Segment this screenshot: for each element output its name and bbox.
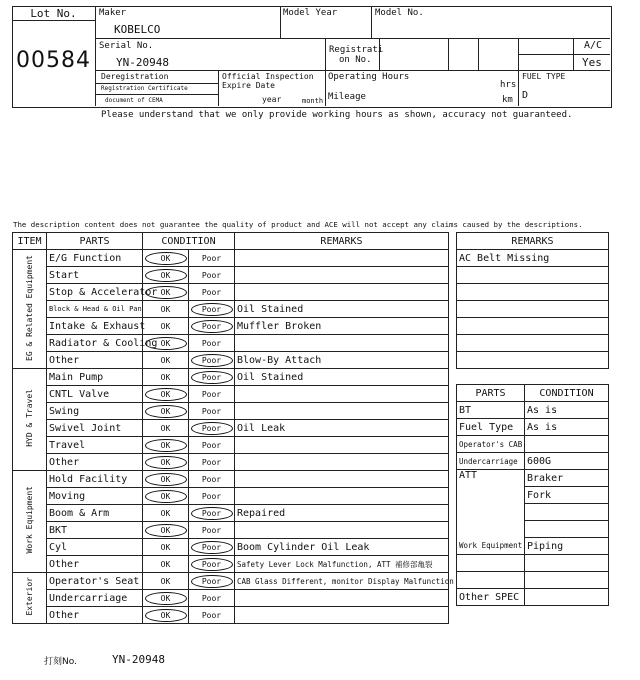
condition-ok-circled: OK: [145, 473, 187, 486]
condition-ok-circled: OK: [145, 405, 187, 418]
condition-ok-circled: OK: [145, 524, 187, 537]
att-value-2: Fork: [525, 487, 609, 504]
condition-ok-circled: OK: [145, 388, 187, 401]
condition-poor-circled: Poor: [191, 575, 233, 588]
condition-ok-cell: [143, 539, 189, 556]
cab-value: [525, 436, 609, 453]
condition-ok-circled: OK: [145, 269, 187, 282]
cema-label: document of CEMA: [105, 97, 163, 104]
condition-ok: OK: [160, 576, 171, 586]
remark-text: [235, 284, 449, 301]
remark-text: [235, 590, 449, 607]
ac-value: Yes: [582, 56, 602, 69]
condition-ok-circled: OK: [145, 490, 187, 503]
part-name: Radiator & Cooling: [47, 335, 143, 352]
header-remarks: REMARKS: [235, 233, 449, 250]
condition-ok: OK: [160, 355, 171, 365]
part-name: Swivel Joint: [47, 420, 143, 437]
condition-poor: Poor: [201, 389, 222, 399]
right-remarks-line-4: [457, 301, 609, 318]
condition-ok-cell: [143, 522, 189, 539]
condition-poor-circled: Poor: [191, 507, 233, 520]
condition-poor-cell: [189, 437, 235, 454]
condition-ok-cell: [143, 590, 189, 607]
header-item: ITEM: [13, 233, 47, 250]
inspection-row: [13, 556, 449, 573]
condition-ok: OK: [160, 321, 171, 331]
work-blank-1: [457, 555, 525, 572]
att-label: ATT: [457, 470, 525, 538]
work-value-2: [525, 555, 609, 572]
registration-label-1: Registrati: [329, 45, 384, 55]
work-value-3: [525, 572, 609, 589]
footer-value: YN-20948: [112, 653, 165, 666]
condition-poor-circled: Poor: [191, 541, 233, 554]
item-group-label: Work Equipment: [25, 486, 34, 554]
serial-label: Serial No.: [99, 41, 154, 51]
condition-poor: Poor: [201, 287, 222, 297]
condition-ok-cell: [143, 454, 189, 471]
condition-poor: Poor: [201, 474, 222, 484]
inspection-row: [13, 437, 449, 454]
part-name: E/G Function: [47, 250, 143, 267]
condition-ok: OK: [160, 508, 171, 518]
condition-poor: Poor: [201, 457, 222, 467]
part-name: Boom & Arm: [47, 505, 143, 522]
condition-poor-cell: [189, 488, 235, 505]
condition-ok-cell: [143, 403, 189, 420]
condition-poor-cell: [189, 573, 235, 590]
inspection-row: [13, 335, 449, 352]
under-label: Undercarriage: [457, 453, 525, 470]
fuel-type-value: D: [522, 90, 529, 101]
condition-ok-circled: OK: [145, 592, 187, 605]
condition-ok-cell: [143, 369, 189, 386]
other-spec-value: [525, 589, 609, 606]
reg-cert-label: Registration Certificate: [101, 85, 188, 92]
inspection-row: [13, 590, 449, 607]
part-name: Main Pump: [47, 369, 143, 386]
inspection-table: [12, 232, 454, 624]
registration-label-2: on No.: [339, 55, 372, 65]
item-group-cell: [13, 250, 47, 369]
remark-text: [235, 454, 449, 471]
remark-text: Oil Stained: [235, 301, 449, 318]
other-spec-label: Other SPEC: [457, 589, 525, 606]
condition-poor-cell: [189, 318, 235, 335]
condition-poor-cell: [189, 556, 235, 573]
condition-poor: Poor: [201, 406, 222, 416]
condition-ok-cell: [143, 607, 189, 624]
km-label: km: [502, 95, 513, 105]
part-name: Other: [47, 556, 143, 573]
condition-poor-cell: [189, 250, 235, 267]
condition-ok-cell: [143, 505, 189, 522]
condition-poor-cell: [189, 420, 235, 437]
item-group-cell: [13, 369, 47, 471]
model-no-label: Model No.: [375, 8, 424, 18]
part-name: Cyl: [47, 539, 143, 556]
part-name: Operator's Seat: [47, 573, 143, 590]
ac-label: A/C: [584, 40, 603, 51]
inspection-row: [13, 488, 449, 505]
bt-label: BT: [457, 402, 525, 419]
cab-label: Operator's CAB: [457, 436, 525, 453]
year-label: year: [262, 95, 282, 104]
condition-ok-cell: [143, 284, 189, 301]
inspection-row: [13, 318, 449, 335]
att-value-4: [525, 521, 609, 538]
lot-label: Lot No.: [30, 7, 77, 20]
mileage-label: Mileage: [328, 92, 366, 102]
condition-ok-cell: [143, 420, 189, 437]
right-remarks-table: [456, 232, 609, 369]
dereg-label: Deregistration: [101, 72, 169, 81]
condition-ok-cell: [143, 573, 189, 590]
remark-text: Oil Stained: [235, 369, 449, 386]
remark-text: Safety Lever Lock Malfunction, ATT 補修部亀裂: [235, 556, 449, 573]
condition-poor-circled: Poor: [191, 354, 233, 367]
condition-poor-circled: Poor: [191, 320, 233, 333]
condition-ok-cell: [143, 250, 189, 267]
att-value-1: Braker: [525, 470, 609, 487]
fuel-type-label: FUEL TYPE: [522, 72, 566, 81]
condition-poor-cell: [189, 335, 235, 352]
condition-poor-circled: Poor: [191, 558, 233, 571]
inspection-row: [13, 505, 449, 522]
condition-ok-cell: [143, 386, 189, 403]
condition-ok: OK: [160, 304, 171, 314]
part-name: Stop & Accelerator: [47, 284, 143, 301]
part-name: Other: [47, 352, 143, 369]
condition-ok-cell: [143, 318, 189, 335]
item-group-label: EG & Related Equipment: [25, 254, 34, 361]
condition-ok-cell: [143, 556, 189, 573]
remark-text: [235, 386, 449, 403]
item-group-label: Exterior: [25, 577, 34, 616]
disclaimer: The description content does not guarantee the quality of product and ACE will not accept any claims caused by the descriptions.: [13, 220, 583, 229]
condition-poor: Poor: [201, 253, 222, 263]
condition-ok-cell: [143, 267, 189, 284]
part-name: Undercarriage: [47, 590, 143, 607]
remark-text: [235, 607, 449, 624]
inspection-row: [13, 403, 449, 420]
inspection-row: [13, 420, 449, 437]
remark-text: Muffler Broken: [235, 318, 449, 335]
right-parts-table: [456, 384, 609, 606]
hrs-label: hrs: [500, 80, 517, 90]
condition-poor: Poor: [201, 610, 222, 620]
part-name: Swing: [47, 403, 143, 420]
condition-poor: Poor: [201, 491, 222, 501]
work-value: Piping: [525, 538, 609, 555]
header-condition: CONDITION: [143, 233, 235, 250]
remark-text: [235, 488, 449, 505]
condition-poor-cell: [189, 454, 235, 471]
remark-text: Boom Cylinder Oil Leak: [235, 539, 449, 556]
part-name: Block & Head & Oil Pan: [47, 301, 143, 318]
att-value-3: [525, 504, 609, 521]
inspection-row: [13, 454, 449, 471]
right-condition-header: CONDITION: [525, 385, 609, 402]
condition-ok: OK: [160, 559, 171, 569]
condition-poor-cell: [189, 590, 235, 607]
under-value: 600G: [525, 453, 609, 470]
remark-text: [235, 403, 449, 420]
part-name: Other: [47, 607, 143, 624]
condition-ok-circled: OK: [145, 337, 187, 350]
condition-poor-cell: [189, 607, 235, 624]
maker-label: Maker: [99, 8, 127, 18]
maker-value: KOBELCO: [114, 23, 161, 36]
work-label: Work Equipment: [457, 538, 525, 555]
part-name: Moving: [47, 488, 143, 505]
condition-ok: OK: [160, 372, 171, 382]
remark-text: Blow-By Attach: [235, 352, 449, 369]
right-remarks-line-2: [457, 267, 609, 284]
item-group-label: HYD & Travel: [25, 389, 34, 447]
header-parts: PARTS: [47, 233, 143, 250]
hours-note: Please understand that we only provide working hours as shown, accuracy not guaranteed.: [101, 110, 573, 120]
right-remarks-line-6: [457, 335, 609, 352]
condition-ok-cell: [143, 352, 189, 369]
condition-ok-cell: [143, 437, 189, 454]
condition-ok-circled: OK: [145, 456, 187, 469]
inspection-row: [13, 352, 449, 369]
condition-ok-cell: [143, 488, 189, 505]
condition-ok-cell: [143, 301, 189, 318]
inspection-row: [13, 539, 449, 556]
condition-poor-cell: [189, 539, 235, 556]
condition-ok: OK: [160, 423, 171, 433]
lot-number: 00584: [16, 48, 91, 73]
operating-hours-label: Operating Hours: [328, 72, 410, 82]
condition-poor-circled: Poor: [191, 371, 233, 384]
inspection-label-1: Official Inspection: [222, 72, 314, 81]
inspection-row: [13, 522, 449, 539]
part-name: Hold Facility: [47, 471, 143, 488]
condition-poor: Poor: [201, 440, 222, 450]
bt-value: As is: [525, 402, 609, 419]
condition-poor: Poor: [201, 525, 222, 535]
serial-value: YN-20948: [116, 56, 169, 69]
inspection-row: [13, 301, 449, 318]
part-name: BKT: [47, 522, 143, 539]
work-blank-2: [457, 572, 525, 589]
inspection-row: [13, 284, 449, 301]
condition-poor-cell: [189, 505, 235, 522]
condition-ok: OK: [160, 542, 171, 552]
inspection-row: [13, 369, 449, 386]
remark-text: [235, 267, 449, 284]
fuel-value: As is: [525, 419, 609, 436]
condition-poor-circled: Poor: [191, 422, 233, 435]
inspection-row: [13, 573, 449, 590]
condition-ok-circled: OK: [145, 252, 187, 265]
condition-ok-cell: [143, 471, 189, 488]
inspection-row: [13, 267, 449, 284]
condition-poor-cell: [189, 386, 235, 403]
condition-poor-cell: [189, 352, 235, 369]
right-remarks-line-1: AC Belt Missing: [457, 250, 609, 267]
remark-text: Oil Leak: [235, 420, 449, 437]
month-label: month: [302, 97, 324, 105]
condition-poor-cell: [189, 522, 235, 539]
condition-poor: Poor: [201, 593, 222, 603]
part-name: Start: [47, 267, 143, 284]
condition-poor: Poor: [201, 270, 222, 280]
condition-poor-cell: [189, 301, 235, 318]
part-name: CNTL Valve: [47, 386, 143, 403]
model-year-label: Model Year: [283, 8, 338, 18]
remark-text: [235, 522, 449, 539]
condition-poor-cell: [189, 471, 235, 488]
inspection-row: [13, 471, 449, 488]
condition-poor-cell: [189, 369, 235, 386]
item-group-cell: [13, 573, 47, 624]
condition-poor-cell: [189, 284, 235, 301]
remark-text: [235, 437, 449, 454]
condition-poor: Poor: [201, 338, 222, 348]
condition-poor-cell: [189, 403, 235, 420]
item-group-cell: [13, 471, 47, 573]
inspection-label-2: Expire Date: [222, 81, 275, 90]
remark-text: CAB Glass Different, monitor Display Malfunction: [235, 573, 449, 590]
right-parts-header: PARTS: [457, 385, 525, 402]
footer-label: 打刻No.: [44, 657, 77, 667]
remark-text: [235, 335, 449, 352]
inspection-row: [13, 250, 449, 267]
right-remarks-line-3: [457, 284, 609, 301]
fuel-label: Fuel Type: [457, 419, 525, 436]
condition-ok-cell: [143, 335, 189, 352]
condition-ok-circled: OK: [145, 439, 187, 452]
condition-ok-circled: OK: [145, 609, 187, 622]
inspection-row: [13, 386, 449, 403]
part-name: Other: [47, 454, 143, 471]
part-name: Intake & Exhaust: [47, 318, 143, 335]
right-remarks-line-5: [457, 318, 609, 335]
remark-text: [235, 471, 449, 488]
condition-poor-cell: [189, 267, 235, 284]
right-remarks-header: REMARKS: [457, 233, 609, 250]
part-name: Travel: [47, 437, 143, 454]
remark-text: Repaired: [235, 505, 449, 522]
condition-poor-circled: Poor: [191, 303, 233, 316]
condition-ok-circled: OK: [145, 286, 187, 299]
inspection-row: [13, 607, 449, 624]
remark-text: [235, 250, 449, 267]
right-remarks-line-7: [457, 352, 609, 369]
